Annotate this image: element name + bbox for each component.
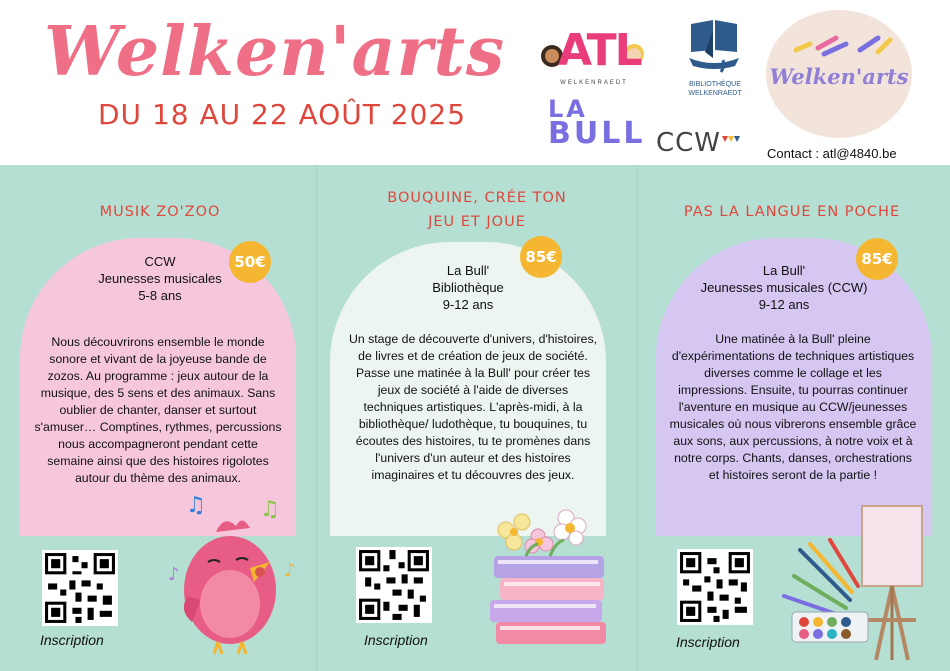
price-badge: 85€	[520, 236, 562, 278]
workshop-description: Un stage de découverte d'univers, d'histoires, de livres et de création de jeux de société. Passe une matinée à la Bull' pour créer tes jeux de société à l'aide de diverses techniques artistiques. L'après-midi, à la bibliothèque/ ludothèque, tu bouquines, tu écoutes des histoires, tu te promènes dans l'univers d'un auteur et des histoires imaginaires et tu découvres des jeux.	[348, 332, 598, 482]
workshop-age: 5-8 ans	[138, 288, 182, 303]
singing-bird-icon	[168, 492, 308, 662]
ccw-text: CCW	[656, 128, 722, 158]
workshop-title: BOUQUINE, CRÉE TON	[387, 190, 567, 206]
workshop-description: Nous découvrirons ensemble le monde sonore et vivant de la joyeuse bande de zozos. Au programme : jeux autour de la musique, des 5 sens et des animaux. Sans oublier de chanter, danser et surtout s'amuser… Comptines, rythmes, percussions nous accompagneront pendant cette semaine ainsi que des histoires rigolotes autour du thème des animaux.	[34, 335, 282, 485]
workshop-organizer: CCW	[144, 254, 176, 269]
atl-logo	[538, 22, 646, 94]
qr-code[interactable]	[42, 550, 118, 626]
svg-text:♪: ♪	[284, 560, 296, 581]
atl-letters: ATL	[558, 25, 641, 76]
labull-line2: BULL	[548, 116, 646, 151]
labull-logo	[548, 95, 646, 156]
workshop-title-line2: JEU ET JOUE	[428, 214, 526, 230]
workshop-age: 9-12 ans	[758, 297, 810, 312]
ccw-logo	[656, 128, 740, 156]
header	[0, 0, 950, 165]
workshop-description: Une matinée à la Bull' pleine d'expérimentations de techniques artistiques diverses comme le collage et les impressions. Ensuite, tu pourras continuer l'aventure en musique au CCW/jeunesses musicales où nous vibrerons ensemble grâce aux sons, aux percussions, à notre voix et à notre corps. Chants, danses, orchestrations et histoires seront de la partie !	[669, 332, 917, 482]
svg-text:♫: ♫	[260, 497, 280, 522]
inscription-label: Inscription	[676, 634, 740, 650]
svg-text:♪: ♪	[168, 564, 180, 585]
event-dates: DU 18 AU 22 AOÛT 2025	[98, 98, 467, 131]
workshop-title: MUSIK ZO'ZOO	[99, 204, 221, 220]
easel-paint-icon	[780, 500, 940, 670]
welkenarts-logo	[766, 10, 912, 138]
bibliotheque-line1: BIBLIOTHÈQUE	[689, 81, 741, 88]
svg-text:♫: ♫	[186, 493, 206, 518]
qr-code[interactable]	[677, 549, 753, 625]
page-title: Welken'arts	[44, 12, 506, 92]
workshop-partner: Jeunesses musicales (CCW)	[700, 280, 868, 295]
labull-line1: LA	[548, 95, 588, 123]
bibliotheque-logo	[683, 12, 745, 107]
workshop-partner: Bibliothèque	[432, 280, 504, 295]
column-divider	[316, 165, 317, 671]
qr-code[interactable]	[356, 547, 432, 623]
inscription-label: Inscription	[364, 632, 428, 648]
bibliotheque-line2: WELKENRAEDT	[688, 90, 742, 97]
contact-email[interactable]: Contact : atl@4840.be	[767, 146, 897, 161]
workshop-partner: Jeunesses musicales	[98, 271, 222, 286]
workshop-organizer: La Bull'	[762, 263, 806, 278]
inscription-label: Inscription	[40, 632, 104, 648]
column-divider	[637, 165, 638, 671]
ccw-triangles-icon	[722, 136, 740, 148]
welkenarts-logo-text: Welken'arts	[769, 64, 909, 89]
price-badge: 85€	[856, 238, 898, 280]
book-ship-icon	[683, 12, 745, 74]
price-badge: 50€	[229, 241, 271, 283]
atl-subtitle: WELKENRAEDT	[560, 80, 628, 86]
books-flowers-icon	[466, 502, 626, 662]
workshop-organizer: La Bull'	[446, 263, 490, 278]
workshop-age: 9-12 ans	[442, 297, 494, 312]
workshop-title: PAS LA LANGUE EN POCHE	[683, 204, 901, 220]
